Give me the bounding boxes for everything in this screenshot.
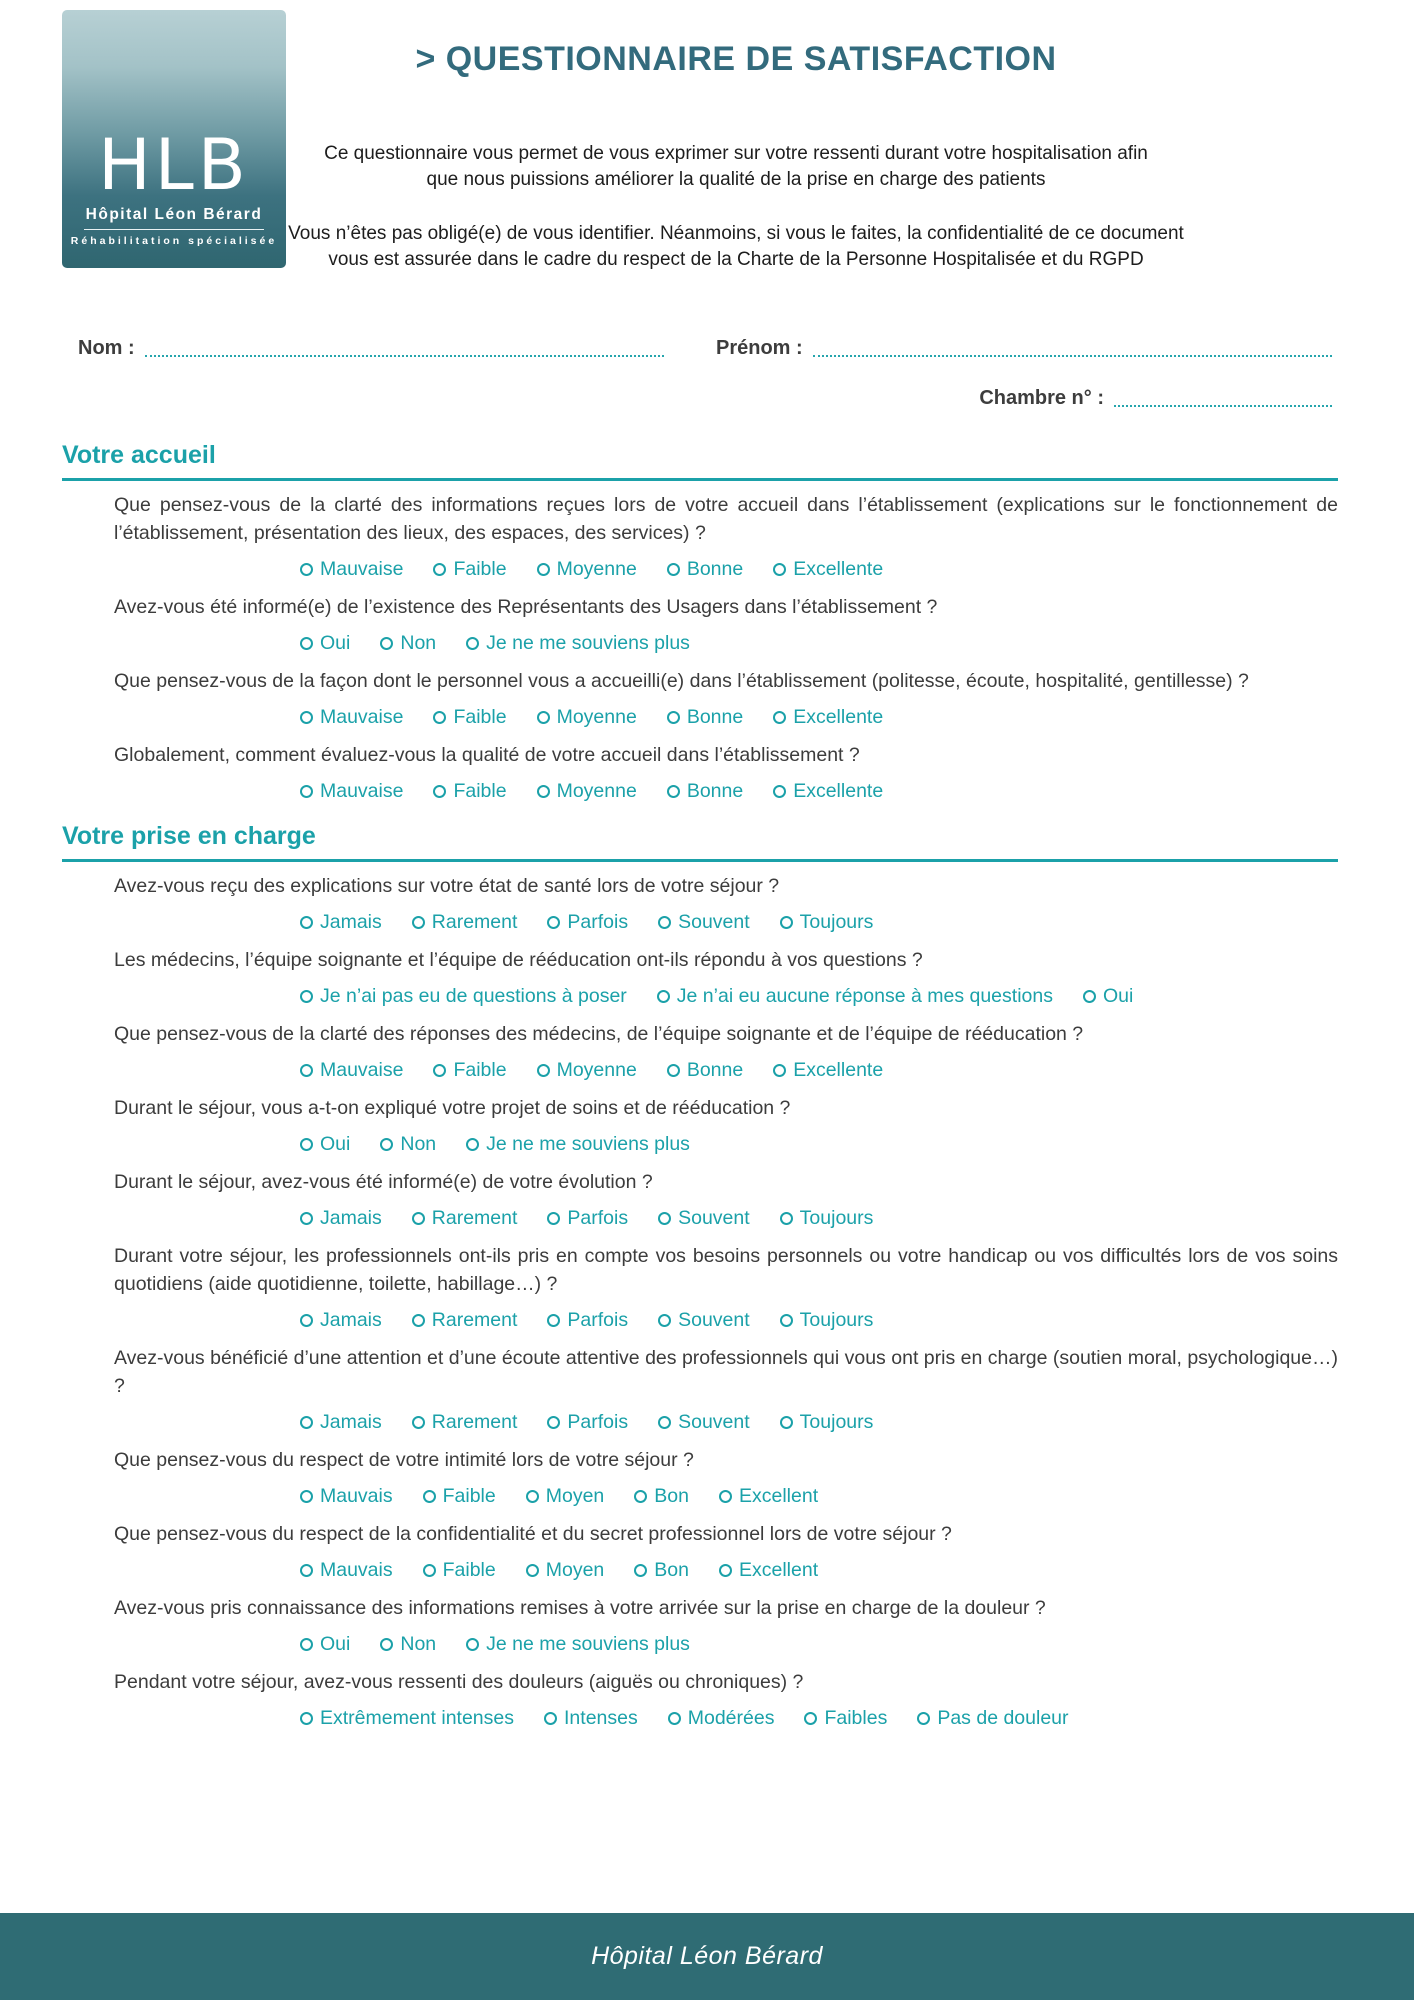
radio-option[interactable] xyxy=(412,911,518,934)
radio-icon[interactable] xyxy=(547,1416,560,1429)
radio-option[interactable] xyxy=(300,1485,393,1508)
radio-icon[interactable] xyxy=(780,916,793,929)
option-label: Non xyxy=(400,1132,437,1155)
radio-option[interactable] xyxy=(433,1059,506,1082)
option-label: Parfois xyxy=(567,910,629,933)
option-label: Faible xyxy=(442,1484,496,1507)
radio-option[interactable] xyxy=(719,1559,818,1582)
option-label: Excellente xyxy=(793,1058,884,1081)
radio-icon[interactable] xyxy=(547,1212,560,1225)
radio-icon[interactable] xyxy=(667,711,680,724)
radio-icon[interactable] xyxy=(423,1564,436,1577)
question xyxy=(62,1344,1338,1436)
radio-option[interactable] xyxy=(668,1707,775,1730)
radio-option[interactable] xyxy=(423,1559,496,1582)
radio-option[interactable] xyxy=(300,780,403,803)
options-row xyxy=(300,1482,1338,1510)
radio-option[interactable] xyxy=(300,1207,382,1230)
option-label: Oui xyxy=(1102,984,1134,1007)
question xyxy=(62,741,1338,805)
radio-option[interactable] xyxy=(380,1633,436,1656)
radio-option[interactable] xyxy=(1083,985,1133,1008)
identity-row xyxy=(78,336,1332,360)
radio-option[interactable] xyxy=(634,1559,689,1582)
radio-icon[interactable] xyxy=(773,785,786,798)
radio-option[interactable] xyxy=(667,558,743,581)
radio-icon[interactable] xyxy=(300,637,313,650)
radio-option[interactable] xyxy=(780,911,874,934)
option-label: Mauvais xyxy=(320,1558,393,1581)
option-label: Mauvaise xyxy=(320,705,404,728)
radio-icon[interactable] xyxy=(537,711,550,724)
options-row xyxy=(300,777,1338,805)
options-row xyxy=(300,908,1338,936)
radio-option[interactable] xyxy=(658,1309,750,1332)
radio-icon[interactable] xyxy=(466,1138,479,1151)
option-label: Souvent xyxy=(678,910,750,933)
radio-icon[interactable] xyxy=(300,1416,313,1429)
option-label: Mauvais xyxy=(320,1484,393,1507)
option-label: Moyenne xyxy=(556,779,637,802)
option-label: Moyenne xyxy=(556,705,637,728)
question-text: Avez-vous été informé(e) de l’existence des Représentants des Usagers dans l’établissement ? xyxy=(114,596,938,618)
radio-option[interactable] xyxy=(526,1485,605,1508)
section-title: Votre prise en charge xyxy=(62,821,1338,862)
option-label: Pas de douleur xyxy=(937,1706,1069,1729)
option-label: Bonne xyxy=(686,779,744,802)
question xyxy=(62,1668,1338,1732)
options-row xyxy=(300,1204,1338,1232)
radio-icon[interactable] xyxy=(300,563,313,576)
radio-icon[interactable] xyxy=(658,1416,671,1429)
radio-icon[interactable] xyxy=(433,785,446,798)
chambre-label: Chambre n° : xyxy=(979,387,1104,409)
document-header xyxy=(286,40,1186,273)
radio-icon[interactable] xyxy=(658,1314,671,1327)
option-label: Rarement xyxy=(431,1206,518,1229)
radio-option[interactable] xyxy=(780,1207,874,1230)
question-text: Avez-vous reçu des explications sur votre état de santé lors de votre séjour ? xyxy=(114,875,780,897)
radio-icon[interactable] xyxy=(537,563,550,576)
radio-option[interactable] xyxy=(300,558,403,581)
radio-option[interactable] xyxy=(300,911,382,934)
question-text: Avez-vous pris connaissance des informations remises à votre arrivée sur la prise en charge de la douleur ? xyxy=(114,1597,1046,1619)
radio-option[interactable] xyxy=(412,1207,518,1230)
radio-icon[interactable] xyxy=(544,1712,557,1725)
radio-icon[interactable] xyxy=(300,1638,313,1651)
prenom-label: Prénom : xyxy=(716,337,803,359)
radio-icon[interactable] xyxy=(412,1314,425,1327)
intro-paragraph-1: Ce questionnaire vous permet de vous exprimer sur votre ressenti durant votre hospitalisation afin que nous puissions améliorer la qualité de la prise en charge des patients xyxy=(324,143,1148,190)
radio-icon[interactable] xyxy=(300,990,313,1003)
radio-icon[interactable] xyxy=(380,1638,393,1651)
option-label: Oui xyxy=(320,631,351,654)
radio-option[interactable] xyxy=(466,632,690,655)
option-label: Faible xyxy=(453,557,507,580)
options-row xyxy=(300,1556,1338,1584)
radio-option[interactable] xyxy=(780,1309,874,1332)
radio-icon[interactable] xyxy=(804,1712,817,1725)
radio-icon[interactable] xyxy=(780,1314,793,1327)
radio-option[interactable] xyxy=(466,1633,690,1656)
option-label: Excellente xyxy=(793,705,884,728)
section-title: Votre accueil xyxy=(62,440,1338,481)
option-label: Non xyxy=(400,631,437,654)
radio-icon[interactable] xyxy=(300,1212,313,1225)
option-label: Faible xyxy=(453,1058,507,1081)
radio-icon[interactable] xyxy=(300,1064,313,1077)
radio-icon[interactable] xyxy=(547,916,560,929)
radio-option[interactable] xyxy=(433,558,506,581)
radio-icon[interactable] xyxy=(917,1712,930,1725)
question-text: Que pensez-vous de la clarté des informations reçues lors de votre accueil dans l’établissement (explications sur le fonctionnement de l’établissement, présentation des lieux, des espaces, des services) ? xyxy=(114,494,1338,544)
radio-icon[interactable] xyxy=(657,990,670,1003)
radio-icon[interactable] xyxy=(526,1490,539,1503)
question-text: Que pensez-vous du respect de votre intimité lors de votre séjour ? xyxy=(114,1449,694,1471)
radio-icon[interactable] xyxy=(300,785,313,798)
option-label: Je ne me souviens plus xyxy=(486,1632,690,1655)
radio-icon[interactable] xyxy=(300,711,313,724)
radio-option[interactable] xyxy=(412,1309,518,1332)
radio-option[interactable] xyxy=(537,706,637,729)
radio-icon[interactable] xyxy=(537,785,550,798)
radio-option[interactable] xyxy=(780,1411,874,1434)
chambre-field[interactable] xyxy=(1114,386,1332,407)
option-label: Moyen xyxy=(545,1558,605,1581)
hospital-logo xyxy=(62,10,286,268)
radio-icon[interactable] xyxy=(423,1490,436,1503)
radio-option[interactable] xyxy=(433,780,506,803)
radio-icon[interactable] xyxy=(380,637,393,650)
option-label: Moyen xyxy=(545,1484,605,1507)
radio-option[interactable] xyxy=(804,1707,887,1730)
radio-option[interactable] xyxy=(537,1059,637,1082)
page-title: > QUESTIONNAIRE DE SATISFACTION xyxy=(415,40,1057,78)
radio-icon[interactable] xyxy=(466,1638,479,1651)
prenom-field[interactable] xyxy=(813,336,1332,357)
option-label: Mauvaise xyxy=(320,1058,404,1081)
option-label: Je ne me souviens plus xyxy=(486,631,690,654)
option-label: Toujours xyxy=(799,1206,874,1229)
option-label: Souvent xyxy=(678,1206,750,1229)
radio-icon[interactable] xyxy=(658,916,671,929)
option-label: Toujours xyxy=(799,910,874,933)
nom-label: Nom : xyxy=(78,337,135,359)
radio-option[interactable] xyxy=(917,1707,1068,1730)
radio-icon[interactable] xyxy=(433,563,446,576)
radio-option[interactable] xyxy=(634,1485,689,1508)
radio-icon[interactable] xyxy=(300,916,313,929)
options-row xyxy=(300,1630,1338,1658)
option-label: Jamais xyxy=(320,1410,382,1433)
option-label: Rarement xyxy=(431,1308,518,1331)
option-label: Mauvaise xyxy=(320,779,404,802)
radio-option[interactable] xyxy=(300,1707,514,1730)
question xyxy=(62,1020,1338,1084)
question-text: Que pensez-vous de la façon dont le personnel vous a accueilli(e) dans l’établissement (politesse, écoute, hospitalité, gentillesse) ? xyxy=(114,670,1249,692)
option-label: Souvent xyxy=(678,1410,750,1433)
question-text: Les médecins, l’équipe soignante et l’équipe de rééducation ont-ils répondu à vos questions ? xyxy=(114,949,923,971)
radio-option[interactable] xyxy=(547,911,628,934)
question-text: Durant votre séjour, les professionnels ont-ils pris en compte vos besoins personnels ou votre handicap ou vos difficultés lors de vos soins quotidiens (aide quotidienne, toilette, habillage…) ? xyxy=(114,1245,1338,1295)
radio-icon[interactable] xyxy=(780,1212,793,1225)
radio-option[interactable] xyxy=(423,1485,496,1508)
logo-divider xyxy=(84,229,264,230)
question-text: Durant le séjour, avez-vous été informé(e) de votre évolution ? xyxy=(114,1171,653,1193)
radio-icon[interactable] xyxy=(667,1064,680,1077)
radio-icon[interactable] xyxy=(668,1712,681,1725)
question xyxy=(62,667,1338,731)
option-label: Non xyxy=(400,1632,437,1655)
radio-icon[interactable] xyxy=(658,1212,671,1225)
chambre-row xyxy=(842,386,1332,410)
radio-option[interactable] xyxy=(300,985,627,1008)
radio-icon[interactable] xyxy=(433,1064,446,1077)
options-row xyxy=(300,982,1338,1010)
radio-icon[interactable] xyxy=(380,1138,393,1151)
radio-icon[interactable] xyxy=(537,1064,550,1077)
question xyxy=(62,593,1338,657)
question xyxy=(62,1594,1338,1658)
question xyxy=(62,1168,1338,1232)
option-label: Souvent xyxy=(678,1308,750,1331)
radio-icon[interactable] xyxy=(300,1138,313,1151)
radio-option[interactable] xyxy=(300,1411,382,1434)
option-label: Extrêmement intenses xyxy=(320,1706,515,1729)
radio-option[interactable] xyxy=(773,780,883,803)
question xyxy=(62,1446,1338,1510)
radio-icon[interactable] xyxy=(773,1064,786,1077)
option-label: Je n’ai eu aucune réponse à mes questions xyxy=(676,984,1053,1007)
question xyxy=(62,946,1338,1010)
sections xyxy=(62,440,1338,1740)
radio-option[interactable] xyxy=(412,1411,518,1434)
question-text: Avez-vous bénéficié d’une attention et d’une écoute attentive des professionnels qui vous ont pris en charge (soutien moral, psychologique…) ? xyxy=(114,1347,1338,1397)
radio-icon[interactable] xyxy=(466,637,479,650)
option-label: Faible xyxy=(453,779,507,802)
radio-option[interactable] xyxy=(537,558,637,581)
radio-option[interactable] xyxy=(547,1411,628,1434)
option-label: Parfois xyxy=(567,1308,629,1331)
radio-icon[interactable] xyxy=(547,1314,560,1327)
radio-icon[interactable] xyxy=(412,1212,425,1225)
hlb-logo-acronym: HLB xyxy=(98,124,250,206)
option-label: Excellente xyxy=(793,557,884,580)
option-label: Rarement xyxy=(431,910,518,933)
radio-option[interactable] xyxy=(380,632,436,655)
options-row xyxy=(300,703,1338,731)
option-label: Bon xyxy=(654,1558,689,1581)
option-label: Faibles xyxy=(824,1706,888,1729)
radio-option[interactable] xyxy=(433,706,506,729)
radio-option[interactable] xyxy=(380,1133,436,1156)
option-label: Moyenne xyxy=(556,557,637,580)
option-label: Excellent xyxy=(738,1558,819,1581)
option-label: Excellent xyxy=(738,1484,819,1507)
radio-option[interactable] xyxy=(658,1411,750,1434)
hospital-logo-subtitle: Réhabilitation spécialisée xyxy=(70,235,278,247)
option-label: Parfois xyxy=(567,1410,629,1433)
footer-hospital-name: Hôpital Léon Bérard xyxy=(591,1942,823,1970)
radio-option[interactable] xyxy=(300,1559,393,1582)
option-label: Faible xyxy=(453,705,507,728)
radio-option[interactable] xyxy=(657,985,1053,1008)
radio-option[interactable] xyxy=(773,706,883,729)
radio-icon[interactable] xyxy=(300,1314,313,1327)
radio-icon[interactable] xyxy=(1083,990,1096,1003)
options-row xyxy=(300,1704,1338,1732)
option-label: Toujours xyxy=(799,1308,874,1331)
radio-option[interactable] xyxy=(667,1059,743,1082)
radio-icon[interactable] xyxy=(300,1564,313,1577)
radio-icon[interactable] xyxy=(773,563,786,576)
question xyxy=(62,1094,1338,1158)
radio-option[interactable] xyxy=(658,911,750,934)
option-label: Rarement xyxy=(431,1410,518,1433)
radio-option[interactable] xyxy=(547,1207,628,1230)
option-label: Moyenne xyxy=(556,1058,637,1081)
page-footer xyxy=(0,1913,1414,2000)
radio-option[interactable] xyxy=(719,1485,818,1508)
hospital-logo-name: Hôpital Léon Bérard xyxy=(85,206,263,223)
radio-option[interactable] xyxy=(300,1633,350,1656)
question-text: Que pensez-vous du respect de la confidentialité et du secret professionnel lors de votre séjour ? xyxy=(114,1523,952,1545)
radio-icon[interactable] xyxy=(719,1490,732,1503)
option-label: Parfois xyxy=(567,1206,629,1229)
radio-icon[interactable] xyxy=(412,1416,425,1429)
options-row xyxy=(300,1408,1338,1436)
radio-option[interactable] xyxy=(544,1707,638,1730)
options-row xyxy=(300,1306,1338,1334)
options-row xyxy=(300,1056,1338,1084)
radio-option[interactable] xyxy=(466,1133,690,1156)
option-label: Mauvaise xyxy=(320,557,404,580)
nom-field[interactable] xyxy=(145,336,664,357)
radio-option[interactable] xyxy=(547,1309,628,1332)
question xyxy=(62,491,1338,583)
radio-icon[interactable] xyxy=(667,563,680,576)
radio-icon[interactable] xyxy=(412,916,425,929)
radio-option[interactable] xyxy=(526,1559,605,1582)
radio-option[interactable] xyxy=(667,706,743,729)
section-1 xyxy=(62,821,1338,1732)
option-label: Intenses xyxy=(564,1706,638,1729)
radio-icon[interactable] xyxy=(719,1564,732,1577)
option-label: Oui xyxy=(320,1132,351,1155)
radio-icon[interactable] xyxy=(773,711,786,724)
radio-option[interactable] xyxy=(300,1059,403,1082)
question xyxy=(62,1520,1338,1584)
radio-option[interactable] xyxy=(773,1059,883,1082)
option-label: Bonne xyxy=(686,557,744,580)
option-label: Jamais xyxy=(320,1206,382,1229)
radio-icon[interactable] xyxy=(526,1564,539,1577)
radio-icon[interactable] xyxy=(300,1712,313,1725)
intro-paragraph-2: Vous n’êtes pas obligé(e) de vous identifier. Néanmoins, si vous le faites, la confidentialité de ce document vous est assurée dans le cadre du respect de la Charte de la Personne Hospitalisée et du RGPD xyxy=(288,223,1184,270)
option-label: Je n’ai pas eu de questions à poser xyxy=(320,984,627,1007)
radio-option[interactable] xyxy=(300,1309,382,1332)
option-label: Je ne me souviens plus xyxy=(486,1132,690,1155)
option-label: Bon xyxy=(654,1484,689,1507)
radio-icon[interactable] xyxy=(634,1490,647,1503)
radio-icon[interactable] xyxy=(780,1416,793,1429)
radio-option[interactable] xyxy=(773,558,883,581)
option-label: Jamais xyxy=(320,1308,382,1331)
question-text: Globalement, comment évaluez-vous la qualité de votre accueil dans l’établissement ? xyxy=(114,744,860,766)
radio-icon[interactable] xyxy=(634,1564,647,1577)
option-label: Modérées xyxy=(687,1706,775,1729)
options-row xyxy=(300,1130,1338,1158)
option-label: Toujours xyxy=(799,1410,874,1433)
options-row xyxy=(300,629,1338,657)
question-text: Que pensez-vous de la clarté des réponses des médecins, de l’équipe soignante et de l’équipe de rééducation ? xyxy=(114,1023,1084,1045)
radio-icon[interactable] xyxy=(433,711,446,724)
option-label: Bonne xyxy=(686,705,744,728)
question-text: Durant le séjour, vous a-t-on expliqué votre projet de soins et de rééducation ? xyxy=(114,1097,791,1119)
section-0 xyxy=(62,440,1338,805)
option-label: Jamais xyxy=(320,910,382,933)
options-row xyxy=(300,555,1338,583)
option-label: Excellente xyxy=(793,779,884,802)
question xyxy=(62,1242,1338,1334)
radio-option[interactable] xyxy=(537,780,637,803)
radio-option[interactable] xyxy=(300,632,350,655)
option-label: Bonne xyxy=(686,1058,744,1081)
radio-icon[interactable] xyxy=(667,785,680,798)
question-text: Pendant votre séjour, avez-vous ressenti des douleurs (aiguës ou chroniques) ? xyxy=(114,1671,804,1693)
radio-option[interactable] xyxy=(300,1133,350,1156)
radio-icon[interactable] xyxy=(300,1490,313,1503)
radio-option[interactable] xyxy=(300,706,403,729)
question xyxy=(62,872,1338,936)
option-label: Oui xyxy=(320,1632,351,1655)
radio-option[interactable] xyxy=(658,1207,750,1230)
option-label: Faible xyxy=(442,1558,496,1581)
radio-option[interactable] xyxy=(667,780,743,803)
